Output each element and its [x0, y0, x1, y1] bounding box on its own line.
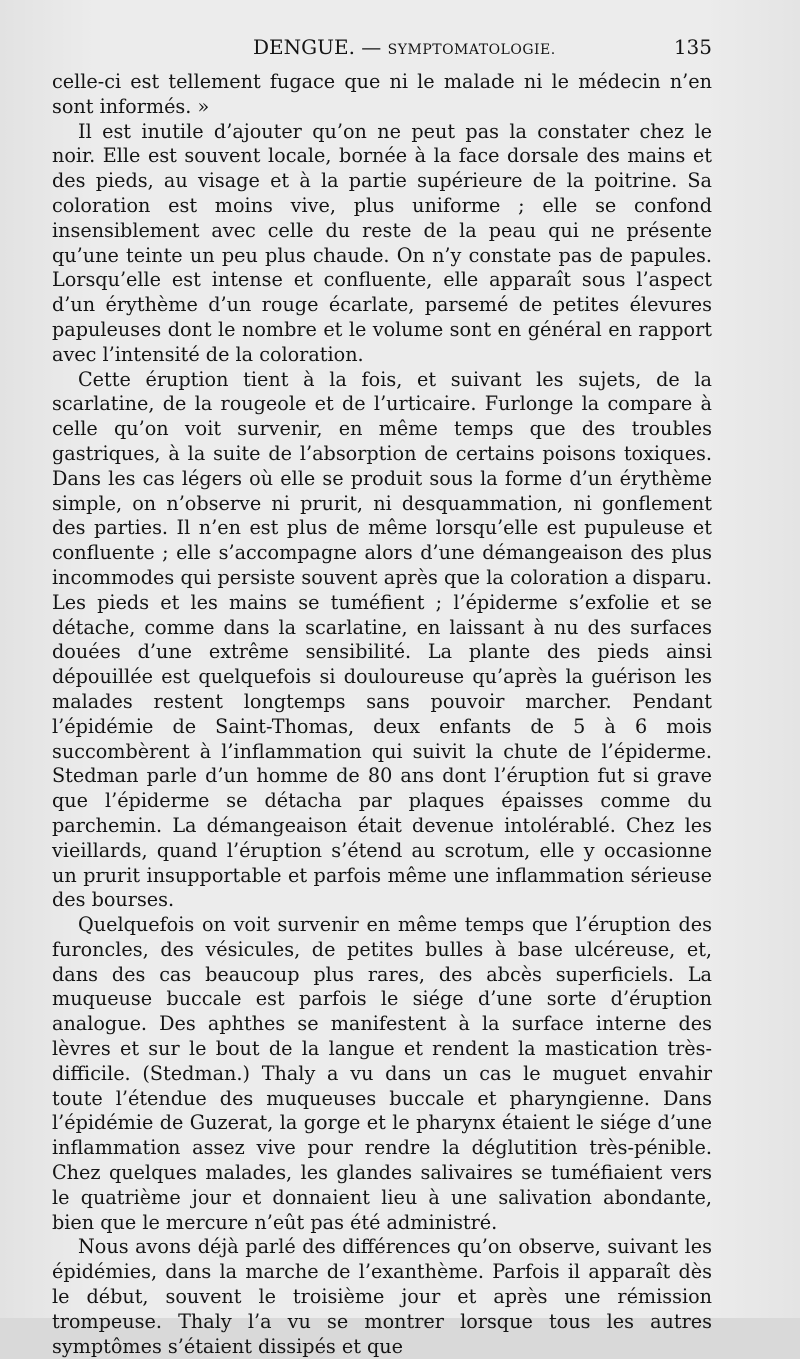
running-title-main: DENGUE.: [253, 35, 355, 59]
paragraph: Nous avons déjà parlé des différences qu’on observe, suivant les épidémies, dans la marche de l’exanthème. Parfois il apparaît dès le début, souvent le troisième jour et après une rémission trompeuse. Thaly l’a vu se montrer lorsque tous les autres symptômes s’étaient dissipés et que: [52, 1235, 712, 1358]
body-text: [52, 70, 712, 1359]
running-title-separator: —: [361, 35, 382, 59]
page-number: 135: [673, 35, 712, 59]
running-title-section: SYMPTOMATOLOGIE.: [387, 42, 556, 58]
page-header: [78, 34, 712, 60]
paragraph: Il est inutile d’ajouter qu’on ne peut pas la constater chez le noir. Elle est souvent locale, bornée à la face dorsale des mains et des pieds, au visage et à la partie supérieure de la poitrine. Sa coloration est moins vive, plus uniforme ; elle se confond insensiblement avec celle du reste de la peau qui ne présente qu’une teinte un peu plus chaude. On n’y constate pas de papules. Lorsqu’elle est intense et confluente, elle apparaît sous l’aspect d’un érythème d’un rouge écarlate, parsemé de petites élevures papuleuses dont le nombre et le volume sont en général en rapport avec l’intensité de la coloration.: [52, 119, 712, 366]
paragraph: Quelquefois on voit survenir en même temps que l’éruption des furoncles, des vésicules, de petites bulles à base ulcéreuse, et, dans des cas beaucoup plus rares, des abcès superficiels. La muqueuse buccale est parfois le siége d’une sorte d’éruption analogue. Des aphthes se manifestent à la surface interne des lèvres et sur le bout de la langue et rendent la mastication très-difficile. (Stedman.) Thaly a vu dans un cas le muguet envahir toute l’étendue des muqueuses buccale et pharyngienne. Dans l’épidémie de Guzerat, la gorge et le pharynx étaient le siége d’une inflammation assez vive pour rendre la déglutition très-pénible. Chez quelques malades, les glandes salivaires se tuméfiaient vers le quatrième jour et donnaient lieu à une salivation abondante, bien que le mercure n’eût pas été administré.: [52, 913, 712, 1234]
paragraph-continued: celle-ci est tellement fugace que ni le malade ni le médecin n’en sont informés. »: [52, 70, 712, 118]
paragraph: Cette éruption tient à la fois, et suivant les sujets, de la scarlatine, de la rougeole et de l’urticaire. Furlonge la compare à celle qu’on voit survenir, en même temps que des troubles gastriques, à la suite de l’absorption de certains poisons toxiques. Dans les cas légers où elle se produit sous la forme d’un érythème simple, on n’observe ni prurit, ni desquammation, ni gonflement des parties. Il n’en est plus de même lorsqu’elle est pupuleuse et confluente ; elle s’accompagne alors d’une démangeaison des plus incommodes qui persiste souvent après que la coloration a disparu. Les pieds et les mains se tuméfient ; l’épiderme s’exfolie et se détache, comme dans la scarlatine, en laissant à nu des surfaces douées d’une extrême sensibilité. La plante des pieds ainsi dépouillée est quelquefois si douloureuse qu’après la guérison les malades restent longtemps sans pouvoir marcher. Pendant l’épidémie de Saint-Thomas, deux enfants de 5 à 6 mois succombèrent à l’inflammation qui suivit la chute de l’épiderme. Stedman parle d’un homme de 80 ans dont l’éruption fut si grave que l’épiderme se détacha par plaques épaisses comme du parchemin. La démangeaison était devenue intolérablé. Chez les vieillards, quand l’éruption s’étend au scrotum, elle y occasionne un prurit insupportable et parfois même une inflammation sérieuse des bourses.: [52, 367, 712, 912]
running-title: [253, 34, 556, 63]
